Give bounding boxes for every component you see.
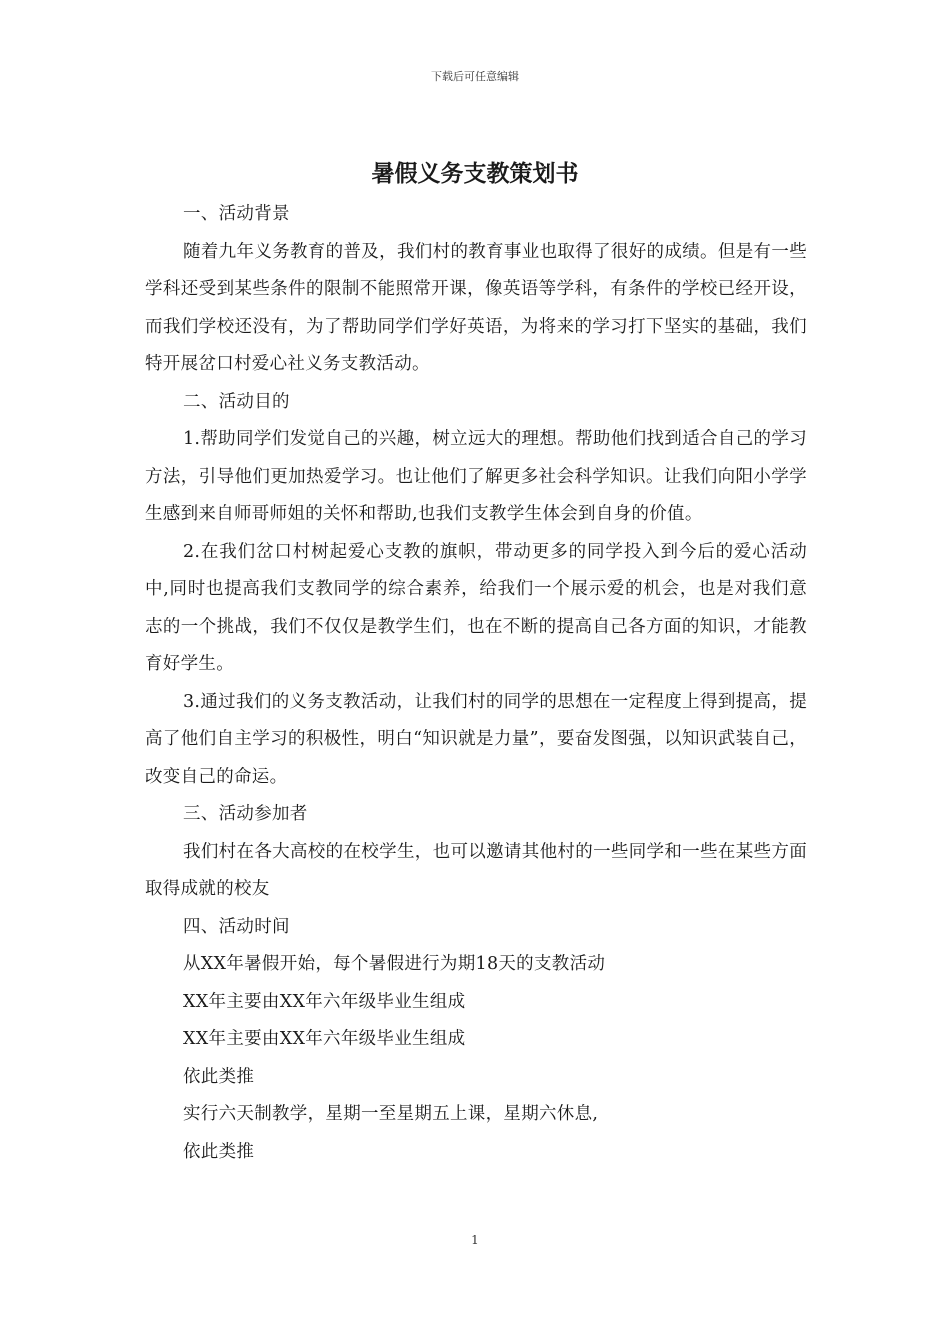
heading-activity-time: 四、活动时间 [183, 916, 290, 937]
paragraph-purpose-3: 3.通过我们的义务支教活动，让我们村的同学的思想在一定程度上得到提高，提高了他们自主学习的积极性，明白“知识就是力量”，要奋发图强，以知识武装自己，改变自己的命运。 [145, 691, 807, 787]
heading-activity-background: 一、活动背景 [183, 204, 290, 224]
paragraph-time-6: 依此类推 [183, 1141, 255, 1162]
paragraph-time-1: 从XX年暑假开始，每个暑假进行为期18天的支教活动 [183, 954, 606, 974]
paragraph-background: 随着九年义务教育的普及，我们村的教育事业也取得了很好的成绩。但是有一些学科还受到某些条件的限制不能照常开课，像英语等学科，有条件的学校已经开设，而我们学校还没有，为了帮助同学们学好英语，为将来的学习打下坚实的基础，我们特开展岔口村爱心社义务支教活动。 [145, 241, 807, 374]
paragraph-time-4: 依此类推 [183, 1066, 255, 1087]
heading-participants: 三、活动参加者 [183, 804, 308, 824]
document-title: 暑假义务支教策划书 [371, 160, 579, 187]
paragraph-time-3: XX年主要由XX年六年级毕业生组成 [183, 1029, 466, 1049]
paragraph-time-5: 实行六天制教学，星期一至星期五上课，星期六休息, [183, 1104, 599, 1124]
page-header-note: 下载后可任意编辑 [431, 70, 519, 83]
page-number: 1 [471, 1233, 479, 1247]
paragraph-time-2: XX年主要由XX年六年级毕业生组成 [183, 991, 466, 1012]
heading-activity-purpose: 二、活动目的 [183, 391, 290, 412]
paragraph-participants: 我们村在各大高校的在校学生，也可以邀请其他村的一些同学和一些在某些方面取得成就的校友 [145, 841, 807, 899]
paragraph-purpose-2: 2.在我们岔口村树起爱心支教的旗帜，带动更多的同学投入到今后的爱心活动中,同时也提高我们支教同学的综合素养，给我们一个展示爱的机会，也是对我们意志的一个挑战，我们不仅仅是教学生们，也在不断的提高自己各方面的知识，才能教育好学生。 [145, 541, 807, 674]
paragraph-purpose-1: 1.帮助同学们发觉自己的兴趣，树立远大的理想。帮助他们找到适合自己的学习方法，引导他们更加热爱学习。也让他们了解更多社会科学知识。让我们向阳小学学生感到来自师哥师姐的关怀和帮助,也我们支教学生体会到自身的价值。 [145, 429, 807, 524]
document-body [145, 196, 807, 1171]
